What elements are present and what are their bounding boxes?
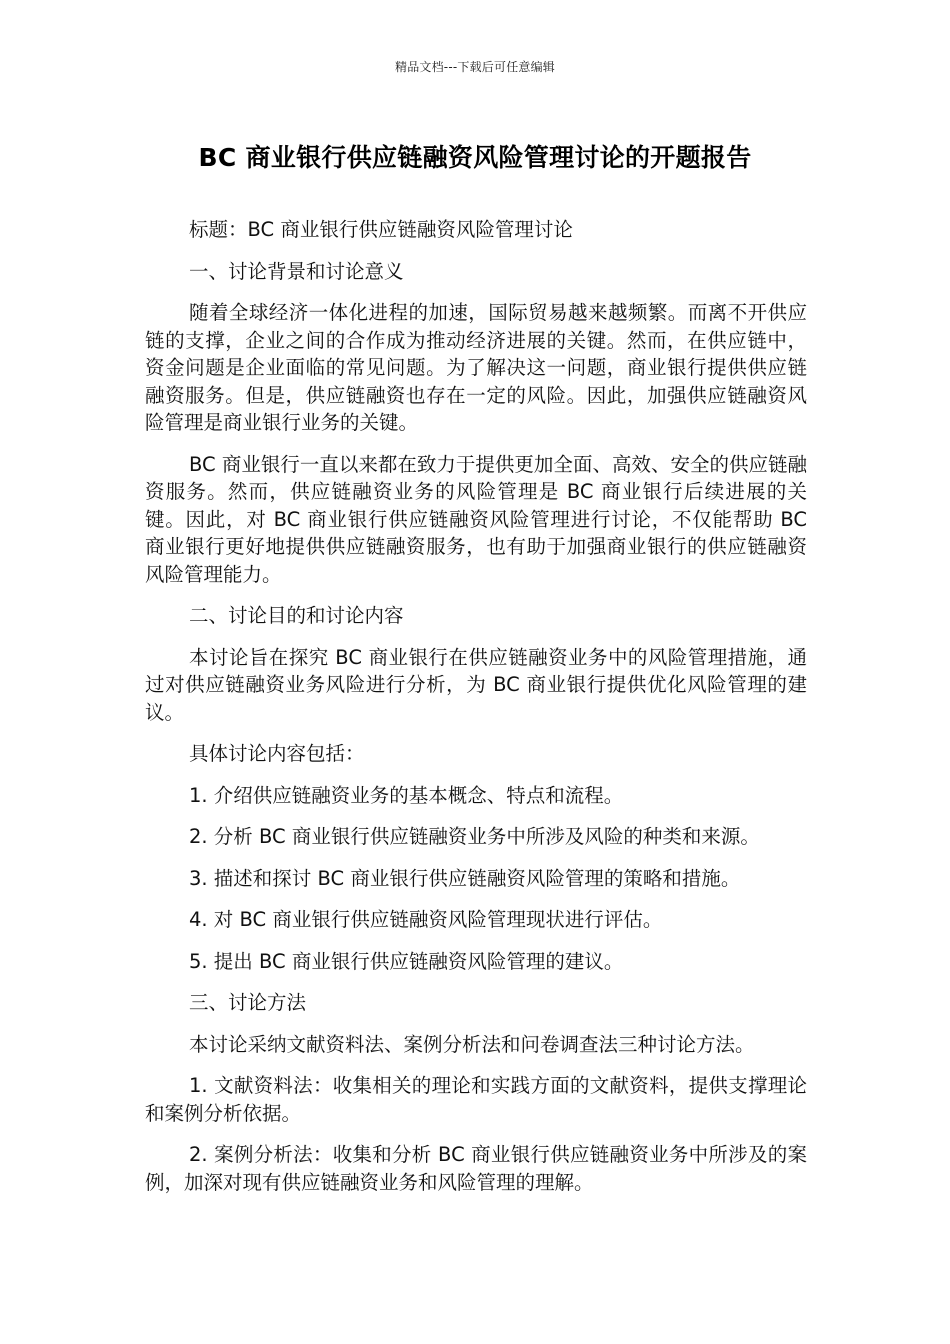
section-heading-background: 一、讨论背景和讨论意义 bbox=[189, 259, 404, 283]
background-paragraph: 随着全球经济一体化进程的加速，国际贸易越来越频繁。而离不开供应链的支撑，企业之间的合作成为推动经济进展的关键。然而，在供应链中，资金问题是企业面临的常见问题。为了解决这一问题，商业银行提供供应链融资服务。但是，供应链融资也存在一定的风险。因此，加强供应链融资风险管理是商业银行业务的关键。 bbox=[145, 301, 807, 434]
section-heading-purpose: 二、讨论目的和讨论内容 bbox=[189, 604, 404, 627]
content-item: 5. 提出 BC 商业银行供应链融资风险管理的建议。 bbox=[189, 949, 624, 973]
method-item: 1. 文献资料法：收集相关的理论和实践方面的文献资料，提供支撑理论和案例分析依据。 bbox=[145, 1074, 807, 1125]
section-heading-method: 三、讨论方法 bbox=[189, 991, 307, 1014]
document-body bbox=[145, 216, 807, 1210]
content-item: 2. 分析 BC 商业银行供应链融资业务中所涉及风险的种类和来源。 bbox=[189, 825, 760, 848]
content-item: 1. 介绍供应链融资业务的基本概念、特点和流程。 bbox=[189, 783, 624, 807]
content-intro: 具体讨论内容包括： bbox=[189, 742, 365, 765]
subject-line: 标题：BC 商业银行供应链融资风险管理讨论 bbox=[189, 218, 573, 241]
document-title: BC 商业银行供应链融资风险管理讨论的开题报告 bbox=[198, 143, 752, 172]
method-intro: 本讨论采纳文献资料法、案例分析法和问卷调查法三种讨论方法。 bbox=[189, 1032, 755, 1056]
content-item: 4. 对 BC 商业银行供应链融资风险管理现状进行评估。 bbox=[189, 908, 663, 931]
significance-paragraph: BC 商业银行一直以来都在致力于提供更加全面、高效、安全的供应链融资服务。然而，供应链融资业务的风险管理是 BC 商业银行后续进展的关键。因此，对 BC 商业银行供应链融资风险管理进行讨论，不仅能帮助 BC 商业银行更好地提供供应链融资服务，也有助于加强商业银行的供应链融资风险管理能力。 bbox=[145, 452, 807, 586]
purpose-paragraph: 本讨论旨在探究 BC 商业银行在供应链融资业务中的风险管理措施，通过对供应链融资业务风险进行分析，为 BC 商业银行提供优化风险管理的建议。 bbox=[145, 645, 807, 724]
page-header-note: 精品文档---下载后可任意编辑 bbox=[395, 60, 555, 74]
content-item: 3. 描述和探讨 BC 商业银行供应链融资风险管理的策略和措施。 bbox=[189, 866, 741, 890]
method-item: 2. 案例分析法：收集和分析 BC 商业银行供应链融资业务中所涉及的案例，加深对现有供应链融资业务和风险管理的理解。 bbox=[145, 1143, 807, 1194]
